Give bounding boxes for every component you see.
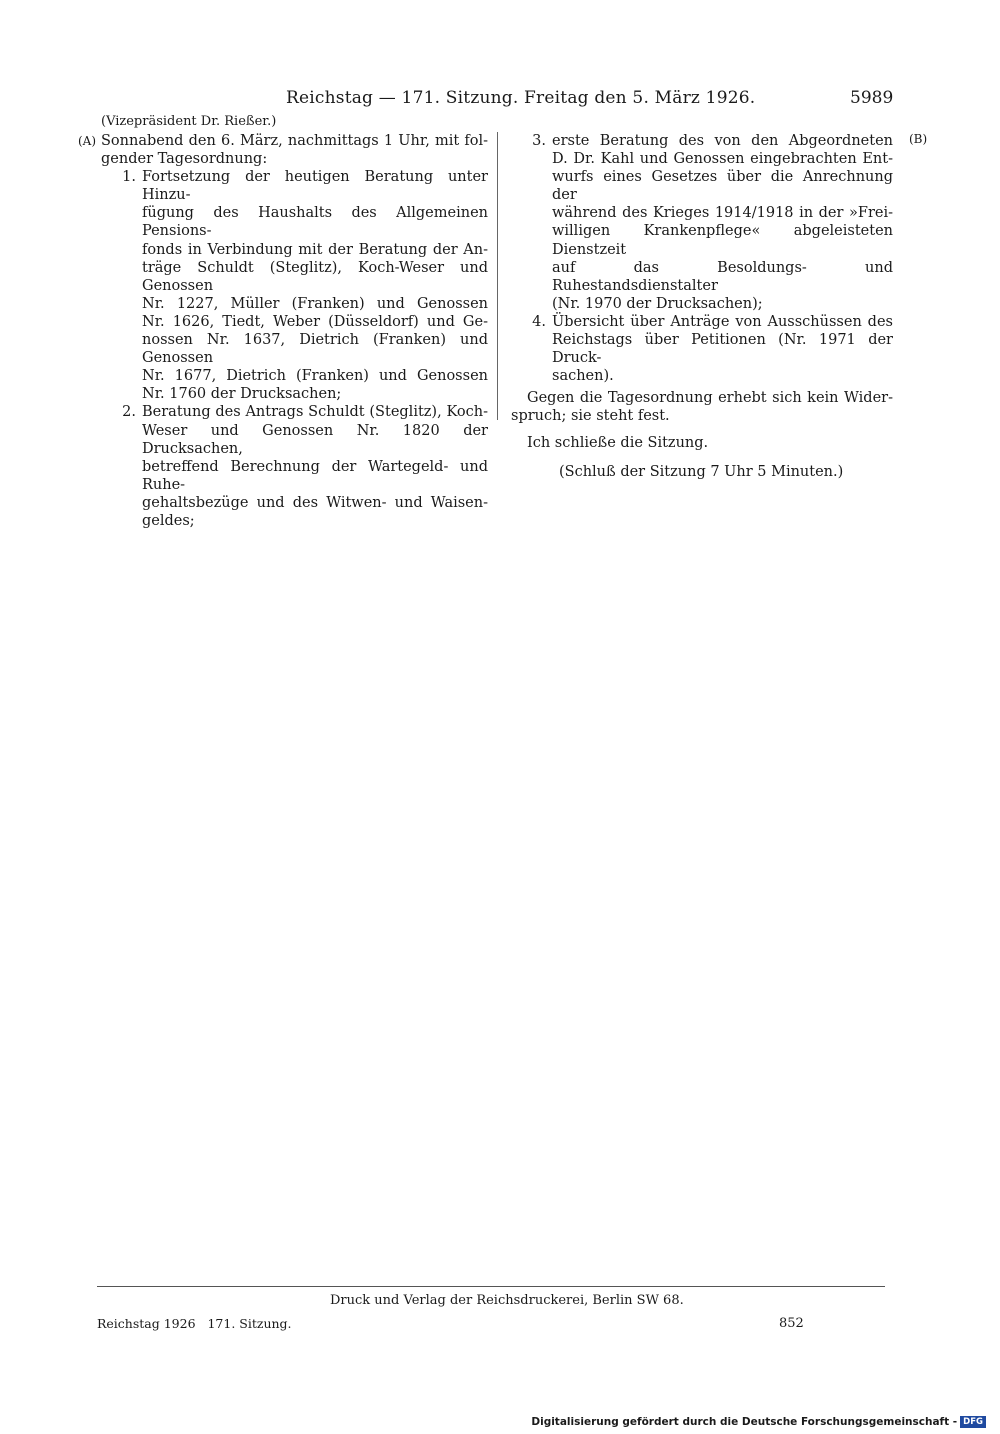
text-line: fonds in Verbindung mit der Beratung der An- — [142, 241, 488, 258]
text-line: Nr. 1677, Dietrich (Franken) und Genossen — [142, 368, 488, 385]
agenda-intro — [101, 132, 488, 168]
text-line: Sonnabend den 6. März, nachmittags 1 Uhr, mit fol- — [101, 133, 488, 149]
funding-note — [531, 1416, 986, 1428]
footer-volume-session — [97, 1316, 292, 1331]
text-line: D. Dr. Kahl und Genossen eingebrachten Ent- — [552, 151, 893, 168]
text-line: Gegen die Tagesordnung erhebt sich kein Wider- — [527, 390, 893, 407]
text-line: Nr. 1760 der Drucksachen; — [142, 386, 342, 403]
text-line: Nr. 1626, Tiedt, Weber (Düsseldorf) und Ge- — [142, 313, 488, 330]
agenda-item-number: 1. — [122, 169, 136, 186]
agenda-item-number: 4. — [532, 313, 546, 330]
text-line: träge Schuldt (Steglitz), Koch-Weser und Genossen — [142, 259, 488, 294]
text-line: Weser und Genossen Nr. 1820 der Drucksachen, — [142, 422, 488, 457]
funding-text: Digitalisierung gefördert durch die Deutsche Forschungsgemeinschaft - — [531, 1416, 958, 1428]
page-number: 5989 — [850, 88, 894, 108]
agenda-item-number: 2. — [122, 404, 136, 421]
text-line: fügung des Haushalts des Allgemeinen Pensions- — [142, 205, 488, 240]
footer-session: 171. Sitzung. — [207, 1316, 292, 1331]
text-line: auf das Besoldungs- und Ruhestandsdienstalter — [552, 259, 893, 294]
agenda-list-left — [101, 168, 488, 530]
sheet-number: 852 — [779, 1316, 804, 1331]
agenda-item-number: 3. — [532, 133, 546, 149]
text-line: gehaltsbezüge und des Witwen- und Waisen- — [142, 494, 488, 511]
agenda-item-3 — [511, 132, 893, 313]
text-line: spruch; sie steht fest. — [511, 408, 670, 425]
footer-rule — [97, 1286, 885, 1287]
footer-volume: Reichstag 1926 — [97, 1316, 196, 1331]
text-line: Fortsetzung der heutigen Beratung unter Hinzu- — [142, 169, 488, 204]
text-line: Übersicht über Anträge von Ausschüssen des — [552, 313, 893, 330]
text-line: geldes; — [142, 512, 195, 529]
agenda-item-1 — [101, 168, 488, 403]
dfg-logo: DFG — [960, 1416, 986, 1428]
text-line: während des Krieges 1914/1918 in der »Frei- — [552, 205, 893, 222]
agenda-item-2 — [101, 403, 488, 530]
text-line: Nr. 1227, Müller (Franken) und Genossen — [142, 295, 488, 312]
left-column — [101, 132, 488, 530]
column-divider — [497, 132, 498, 420]
text-line: wurfs eines Gesetzes über die Anrechnung der — [552, 169, 893, 204]
margin-marker-b: (B) — [909, 132, 928, 146]
text-line: willigen Krankenpflege« abgeleisteten Dienstzeit — [552, 223, 893, 258]
text-line: (Nr. 1970 der Drucksachen); — [552, 295, 763, 312]
text-line: erste Beratung des von den Abgeordneten — [552, 133, 893, 149]
margin-marker-a: (A) — [78, 134, 97, 148]
text-line: nossen Nr. 1637, Dietrich (Franken) und Genossen — [142, 332, 488, 367]
speaker-note: (Vizepräsident Dr. Rießer.) — [101, 114, 277, 129]
text-line: Reichstags über Petitionen (Nr. 1971 der Druck- — [552, 332, 893, 367]
agenda-item-4 — [511, 313, 893, 385]
page-header-title: Reichstag — 171. Sitzung. Freitag den 5. März 1926. — [286, 88, 756, 108]
closing-statement: Ich schließe die Sitzung. — [527, 434, 709, 451]
right-column — [511, 132, 893, 481]
text-line: sachen). — [552, 368, 614, 385]
session-end-note: (Schluß der Sitzung 7 Uhr 5 Minuten.) — [559, 463, 844, 480]
text-line: gender Tagesordnung: — [101, 151, 268, 168]
agenda-list-right — [511, 132, 893, 385]
agenda-approval-paragraph — [511, 389, 893, 425]
text-line: betreffend Berechnung der Wartegeld- und Ruhe- — [142, 458, 488, 493]
printer-imprint: Druck und Verlag der Reichsdruckerei, Berlin SW 68. — [330, 1293, 684, 1308]
text-line: Beratung des Antrags Schuldt (Steglitz), Koch- — [142, 404, 488, 421]
